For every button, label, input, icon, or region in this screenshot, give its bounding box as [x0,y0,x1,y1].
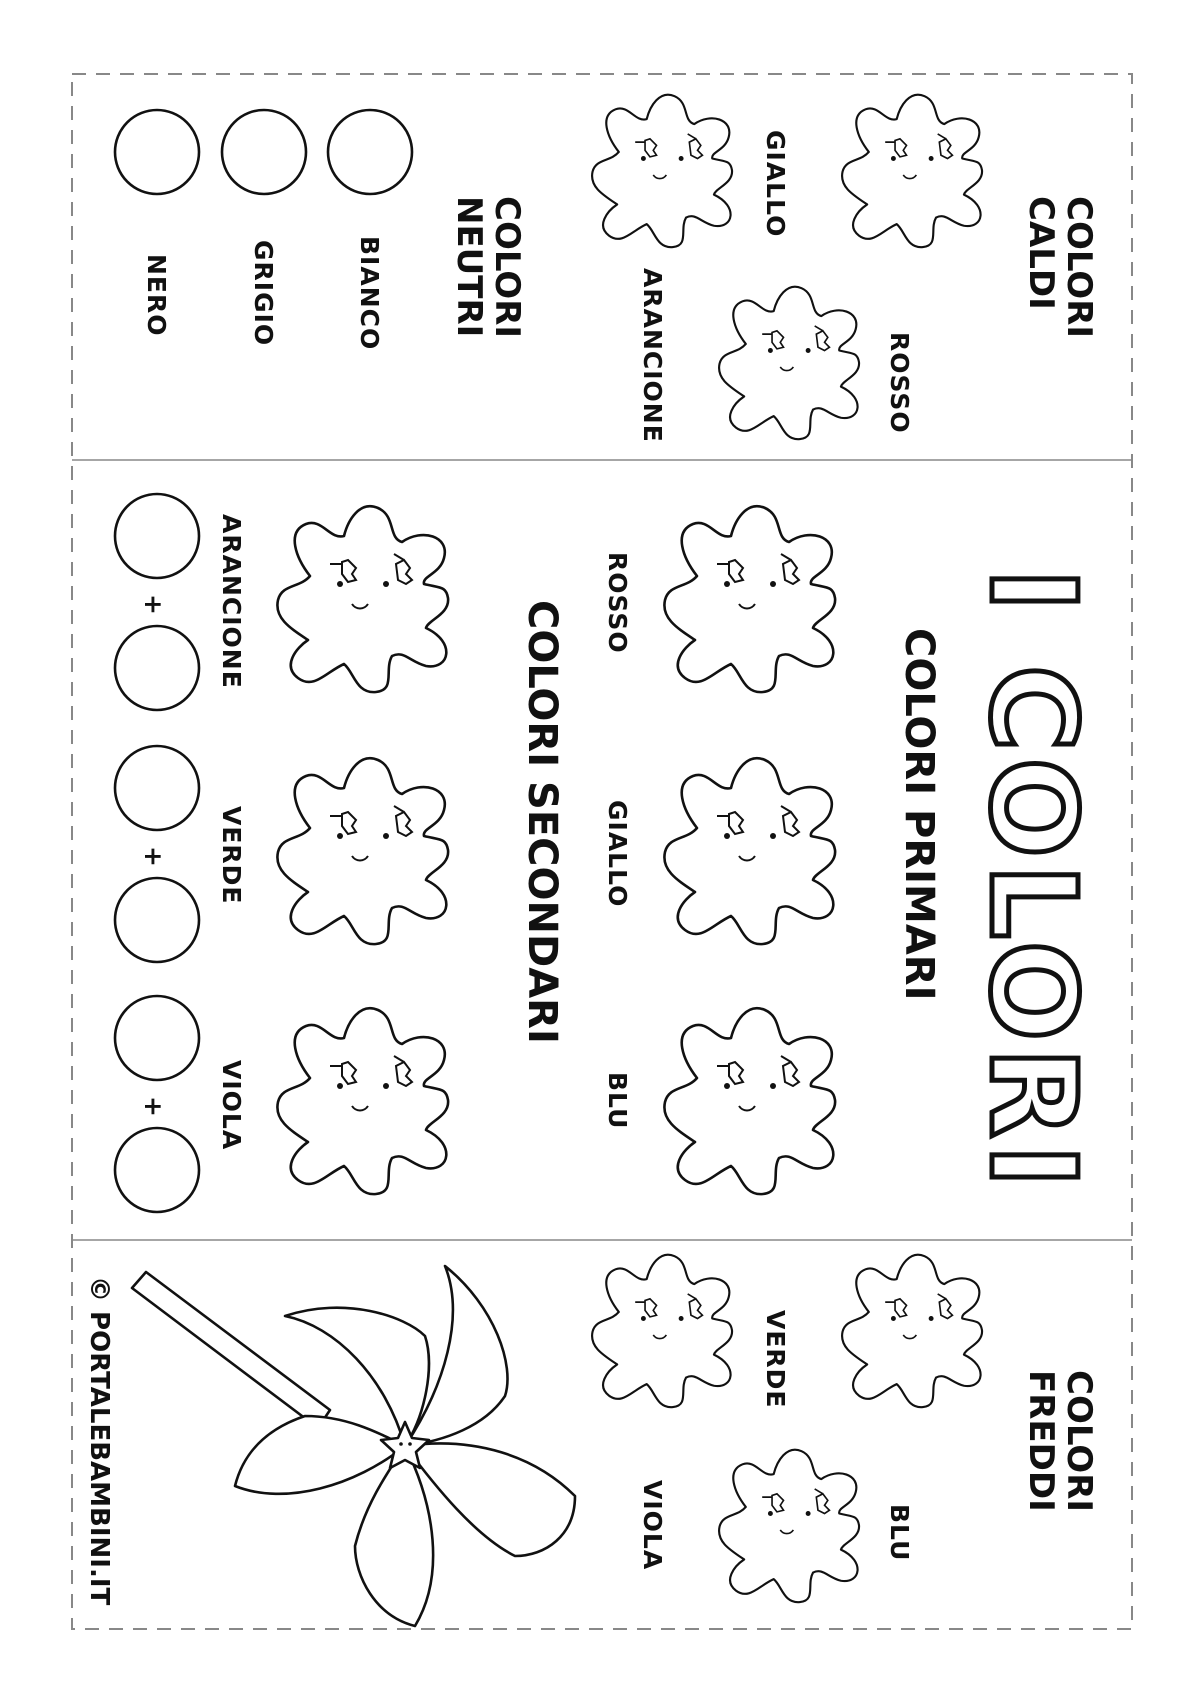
cold-heading-line2: FREDDI [1021,1370,1061,1512]
cold-heading-line1: COLORI [1059,1370,1099,1513]
warm-heading-line1: COLORI [1059,196,1099,339]
warm-label-arancione: ARANCIONE [638,268,667,443]
circle-arancione-2 [115,626,199,710]
page-title: I COLORI [964,568,1102,1194]
splat-cold-verde [842,1255,982,1407]
circle-arancione-1 [115,494,199,578]
secondary-label-viola: VIOLA [217,1060,246,1151]
splat-secondary-arancione [277,506,448,692]
neutral-label-nero: NERO [142,254,171,337]
plus-sign-3: + [139,1096,168,1118]
cold-label-viola: VIOLA [638,1480,667,1571]
neutral-label-bianco: BIANCO [355,236,384,351]
circle-grigio [222,110,306,194]
warm-colors-heading [1022,196,1098,338]
circle-nero [115,110,199,194]
splat-secondary-verde [277,758,448,944]
circle-viola-2 [115,1128,199,1212]
warm-label-rosso: ROSSO [885,332,914,434]
splat-primary-giallo [664,758,835,944]
cold-label-blu: BLU [885,1504,914,1562]
splat-primary-rosso [664,506,835,692]
splat-warm-rosso [719,287,859,439]
splat-secondary-viola [277,1008,448,1194]
cold-label-verde: VERDE [761,1310,790,1409]
splat-primary-blu [664,1008,835,1194]
splat-cold-blu [719,1450,859,1602]
neutral-heading-line2: NEUTRI [449,196,489,338]
circle-verde-1 [115,746,199,830]
primary-label-rosso: ROSSO [603,552,632,654]
neutral-colors-heading [450,196,526,338]
plus-sign-1: + [139,594,168,616]
neutral-label-grigio: GRIGIO [249,240,278,347]
secondary-colors-heading: COLORI SECONDARI [519,600,565,1044]
splat-warm-giallo [842,95,982,247]
primary-label-giallo: GIALLO [603,800,632,908]
plus-sign-2: + [139,846,168,868]
splat-warm-arancione [592,95,732,247]
warm-label-giallo: GIALLO [761,130,790,238]
circle-bianco [328,110,412,194]
warm-heading-line2: CALDI [1021,196,1061,310]
primary-colors-heading: COLORI PRIMARI [896,628,942,1001]
neutral-heading-line1: COLORI [487,196,527,339]
splat-cold-viola [592,1255,732,1407]
circle-viola-1 [115,996,199,1080]
cold-colors-heading [1022,1370,1098,1512]
secondary-label-arancione: ARANCIONE [217,514,246,689]
secondary-label-verde: VERDE [217,806,246,905]
circle-verde-2 [115,878,199,962]
pinwheel-illustration [132,1266,575,1626]
copyright-text: © PORTALEBAMBINI.IT [84,1276,114,1606]
primary-label-blu: BLU [603,1072,632,1130]
